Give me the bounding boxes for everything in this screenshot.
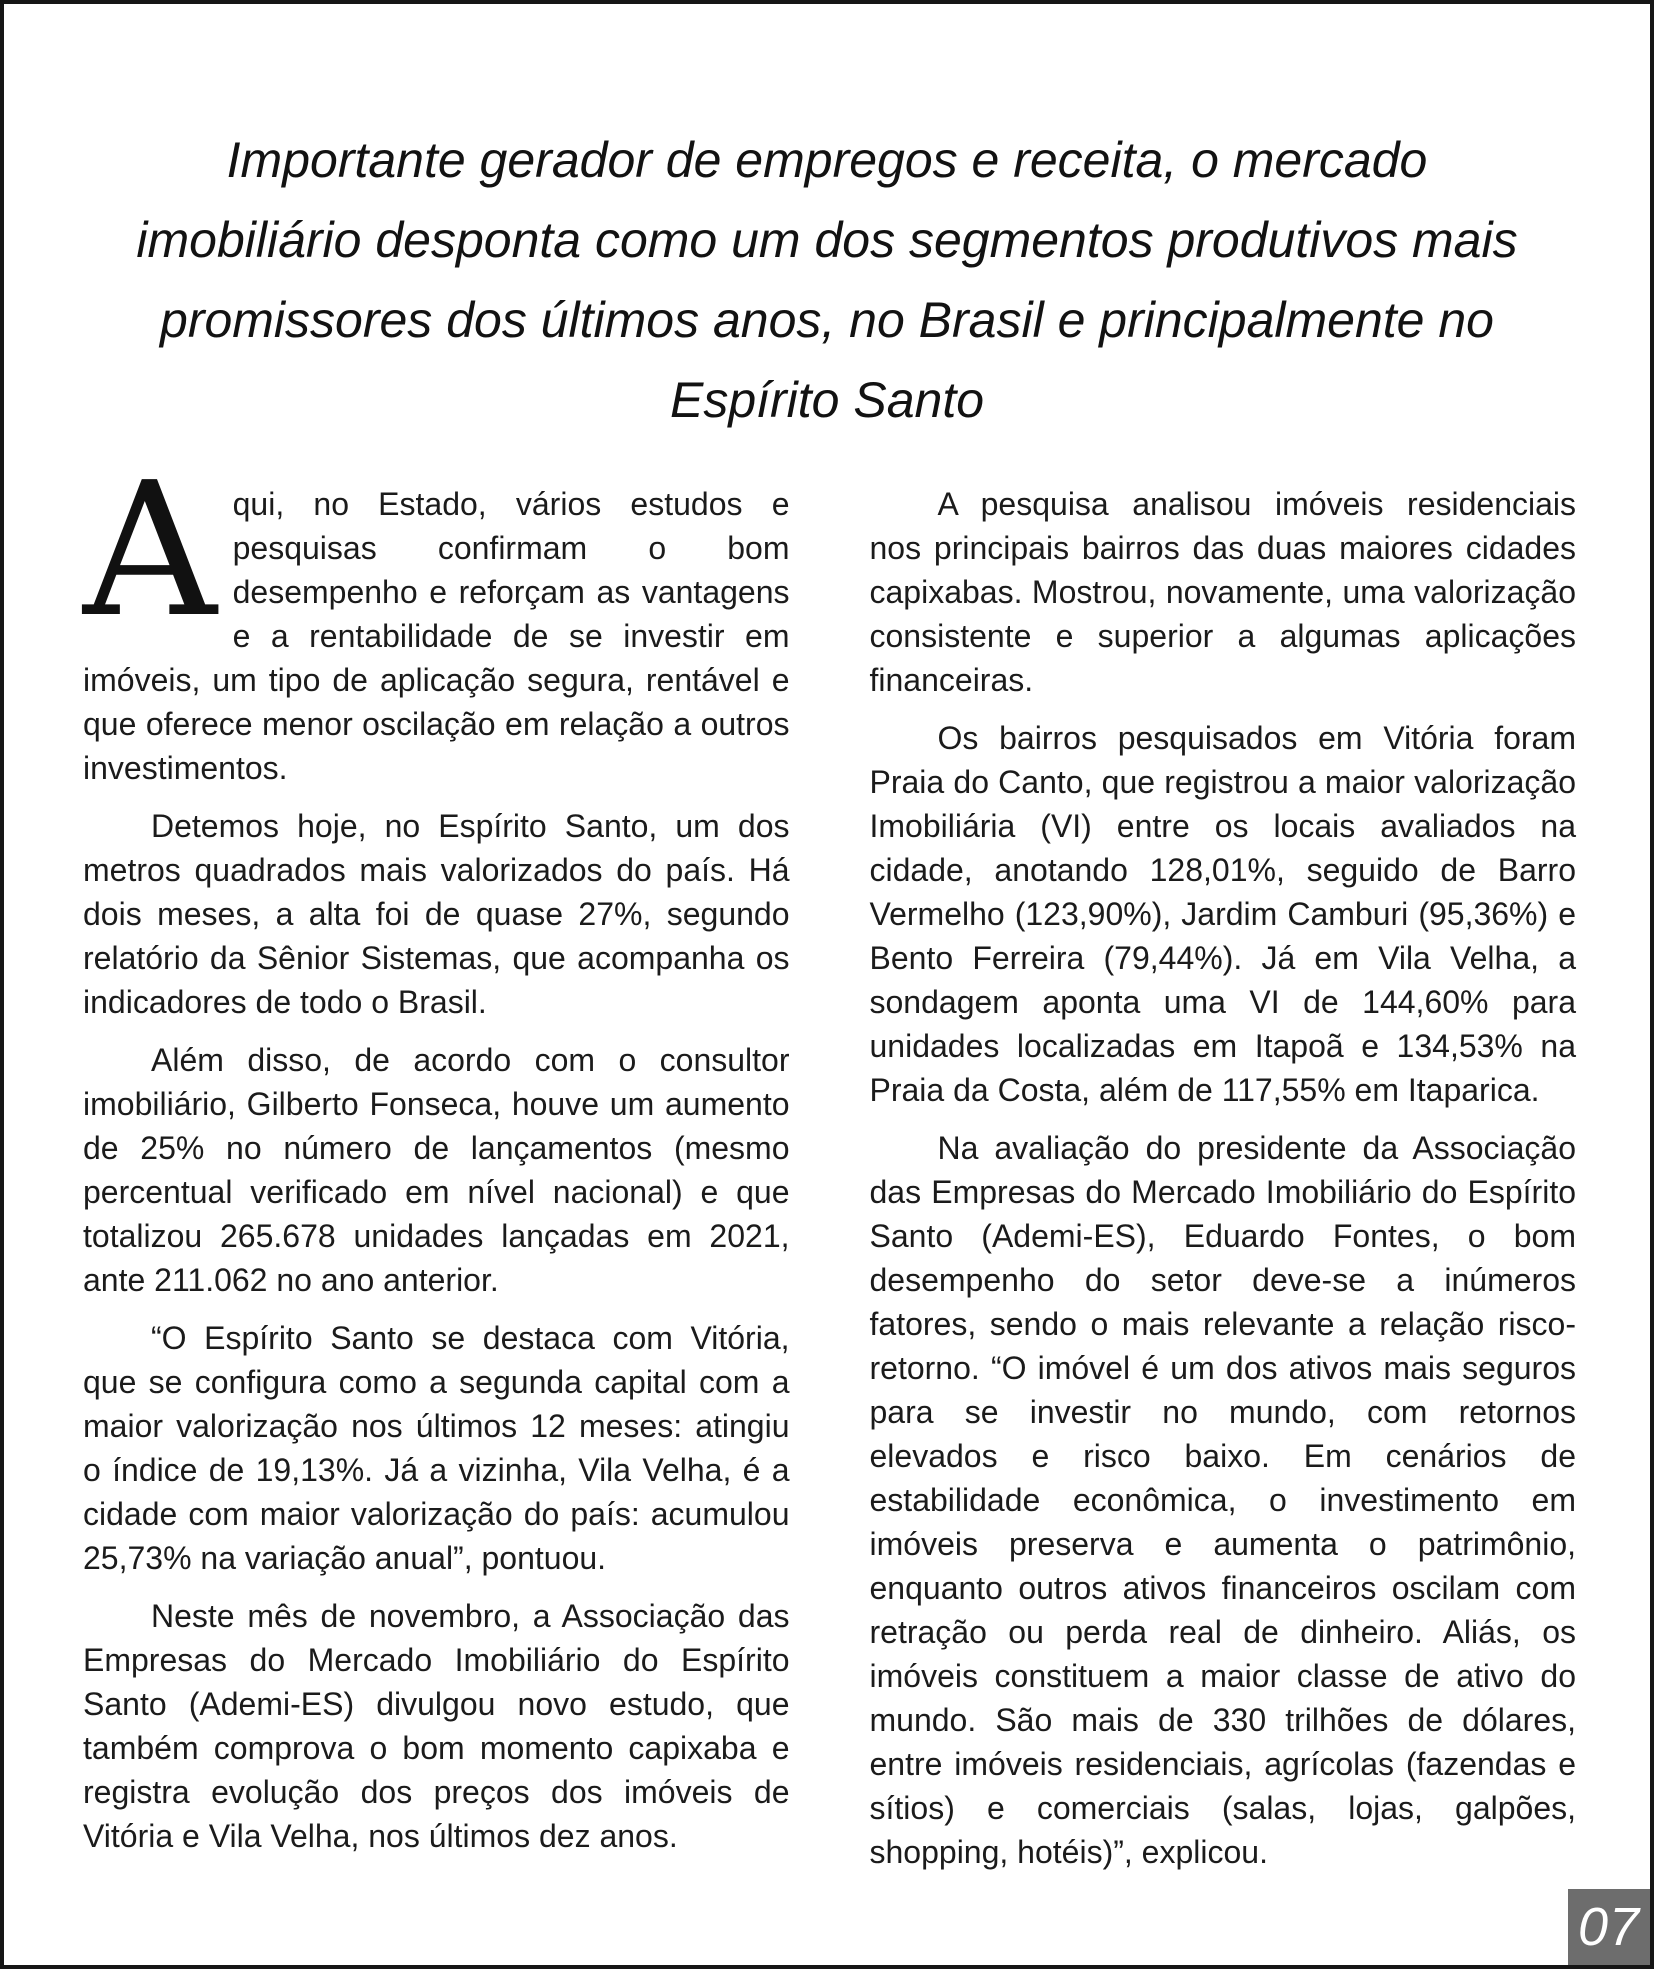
paragraph: Na avaliação do presidente da Associação das Empresas do Mercado Imobiliário do Espírito Santo (Ademi-ES), Eduardo Fontes, o bom desempenho do setor deve-se a inúmeros fatores, sendo o mais relevante a relação risco-retorno. “O imóvel é um dos ativos mais seguros para se investir no mundo, com retornos elevados e risco baixo. Em cenários de estabilidade econômica, o investimento em imóveis preserva e aumenta o patrimônio, enquanto outros ativos financeiros oscilam com retração ou perda real de dinheiro. Aliás, os imóveis constituem a maior classe de ativo do mundo. São mais de 330 trilhões de dólares, entre imóveis residenciais, agrícolas (fazendas e sítios) e comerciais (salas, lojas, galpões, shopping, hotéis)”, explicou. — [869, 1130, 1576, 1870]
article-headline — [44, 120, 1610, 440]
headline-line-3: promissores dos últimos anos, no Brasil e principalmente no — [160, 292, 1494, 348]
left-column — [83, 442, 790, 1888]
page-number-text: 07 — [1577, 1897, 1641, 1957]
right-column — [870, 482, 1577, 1888]
paragraph-opening-text: qui, no Estado, vários estudos e pesquisas confirmam o bom desempenho e reforçam as vantagens e a rentabilidade de se investir em imóveis, um tipo de aplicação segura, rentável e que oferece menor oscilação em relação a outros investimentos. — [83, 486, 790, 786]
paragraph: “O Espírito Santo se destaca com Vitória, que se configura como a segunda capital com a maior valorização nos últimos 12 meses: atingiu o índice de 19,13%. Já a vizinha, Vila Velha, é a cidade com maior valorização do país: acumulou 25,73% na variação anual”, pontuou. — [83, 1320, 790, 1576]
dropcap-letter: A — [83, 442, 217, 658]
paragraph: Neste mês de novembro, a Associação das Empresas do Mercado Imobiliário do Espírito Santo (Ademi-ES) divulgou novo estudo, que também comprova o bom momento capixaba e registra evolução dos preços dos imóveis de Vitória e Vila Velha, nos últimos dez anos. — [83, 1598, 790, 1854]
paragraph: Os bairros pesquisados em Vitória foram Praia do Canto, que registrou a maior valorização Imobiliária (VI) entre os locais avaliados na cidade, anotando 128,01%, seguido de Barro Vermelho (123,90%), Jardim Camburi (95,36%) e Bento Ferreira (79,44%). Já em Vila Velha, a sondagem aponta uma VI de 144,60% para unidades localizadas em Itapoã e 134,53% na Praia da Costa, além de 117,55% em Itaparica. — [869, 720, 1576, 1108]
headline-line-4: Espírito Santo — [669, 372, 985, 428]
paragraph: Detemos hoje, no Espírito Santo, um dos metros quadrados mais valorizados do país. Há dois meses, a alta foi de quase 27%, segundo relatório da Sênior Sistemas, que acompanha os indicadores de todo o Brasil. — [83, 808, 790, 1020]
paragraph: Além disso, de acordo com o consultor imobiliário, Gilberto Fonseca, houve um aumento de 25% no número de lançamentos (mesmo percentual verificado em nível nacional) e que totalizou 265.678 unidades lançadas em 2021, ante 211.062 no ano anterior. — [83, 1042, 790, 1298]
page-number-badge — [1568, 1889, 1650, 1965]
paragraph: A pesquisa analisou imóveis residenciais nos principais bairros das duas maiores cidades capixabas. Mostrou, novamente, uma valorização consistente e superior a algumas aplicações financeiras. — [869, 486, 1576, 698]
headline-line-1: Importante gerador de empregos e receita, o mercado — [226, 132, 1428, 188]
headline-line-2: imobiliário desponta como um dos segmentos produtivos mais — [136, 212, 1518, 268]
paragraph-opening — [83, 442, 790, 790]
article-columns — [4, 440, 1650, 1888]
